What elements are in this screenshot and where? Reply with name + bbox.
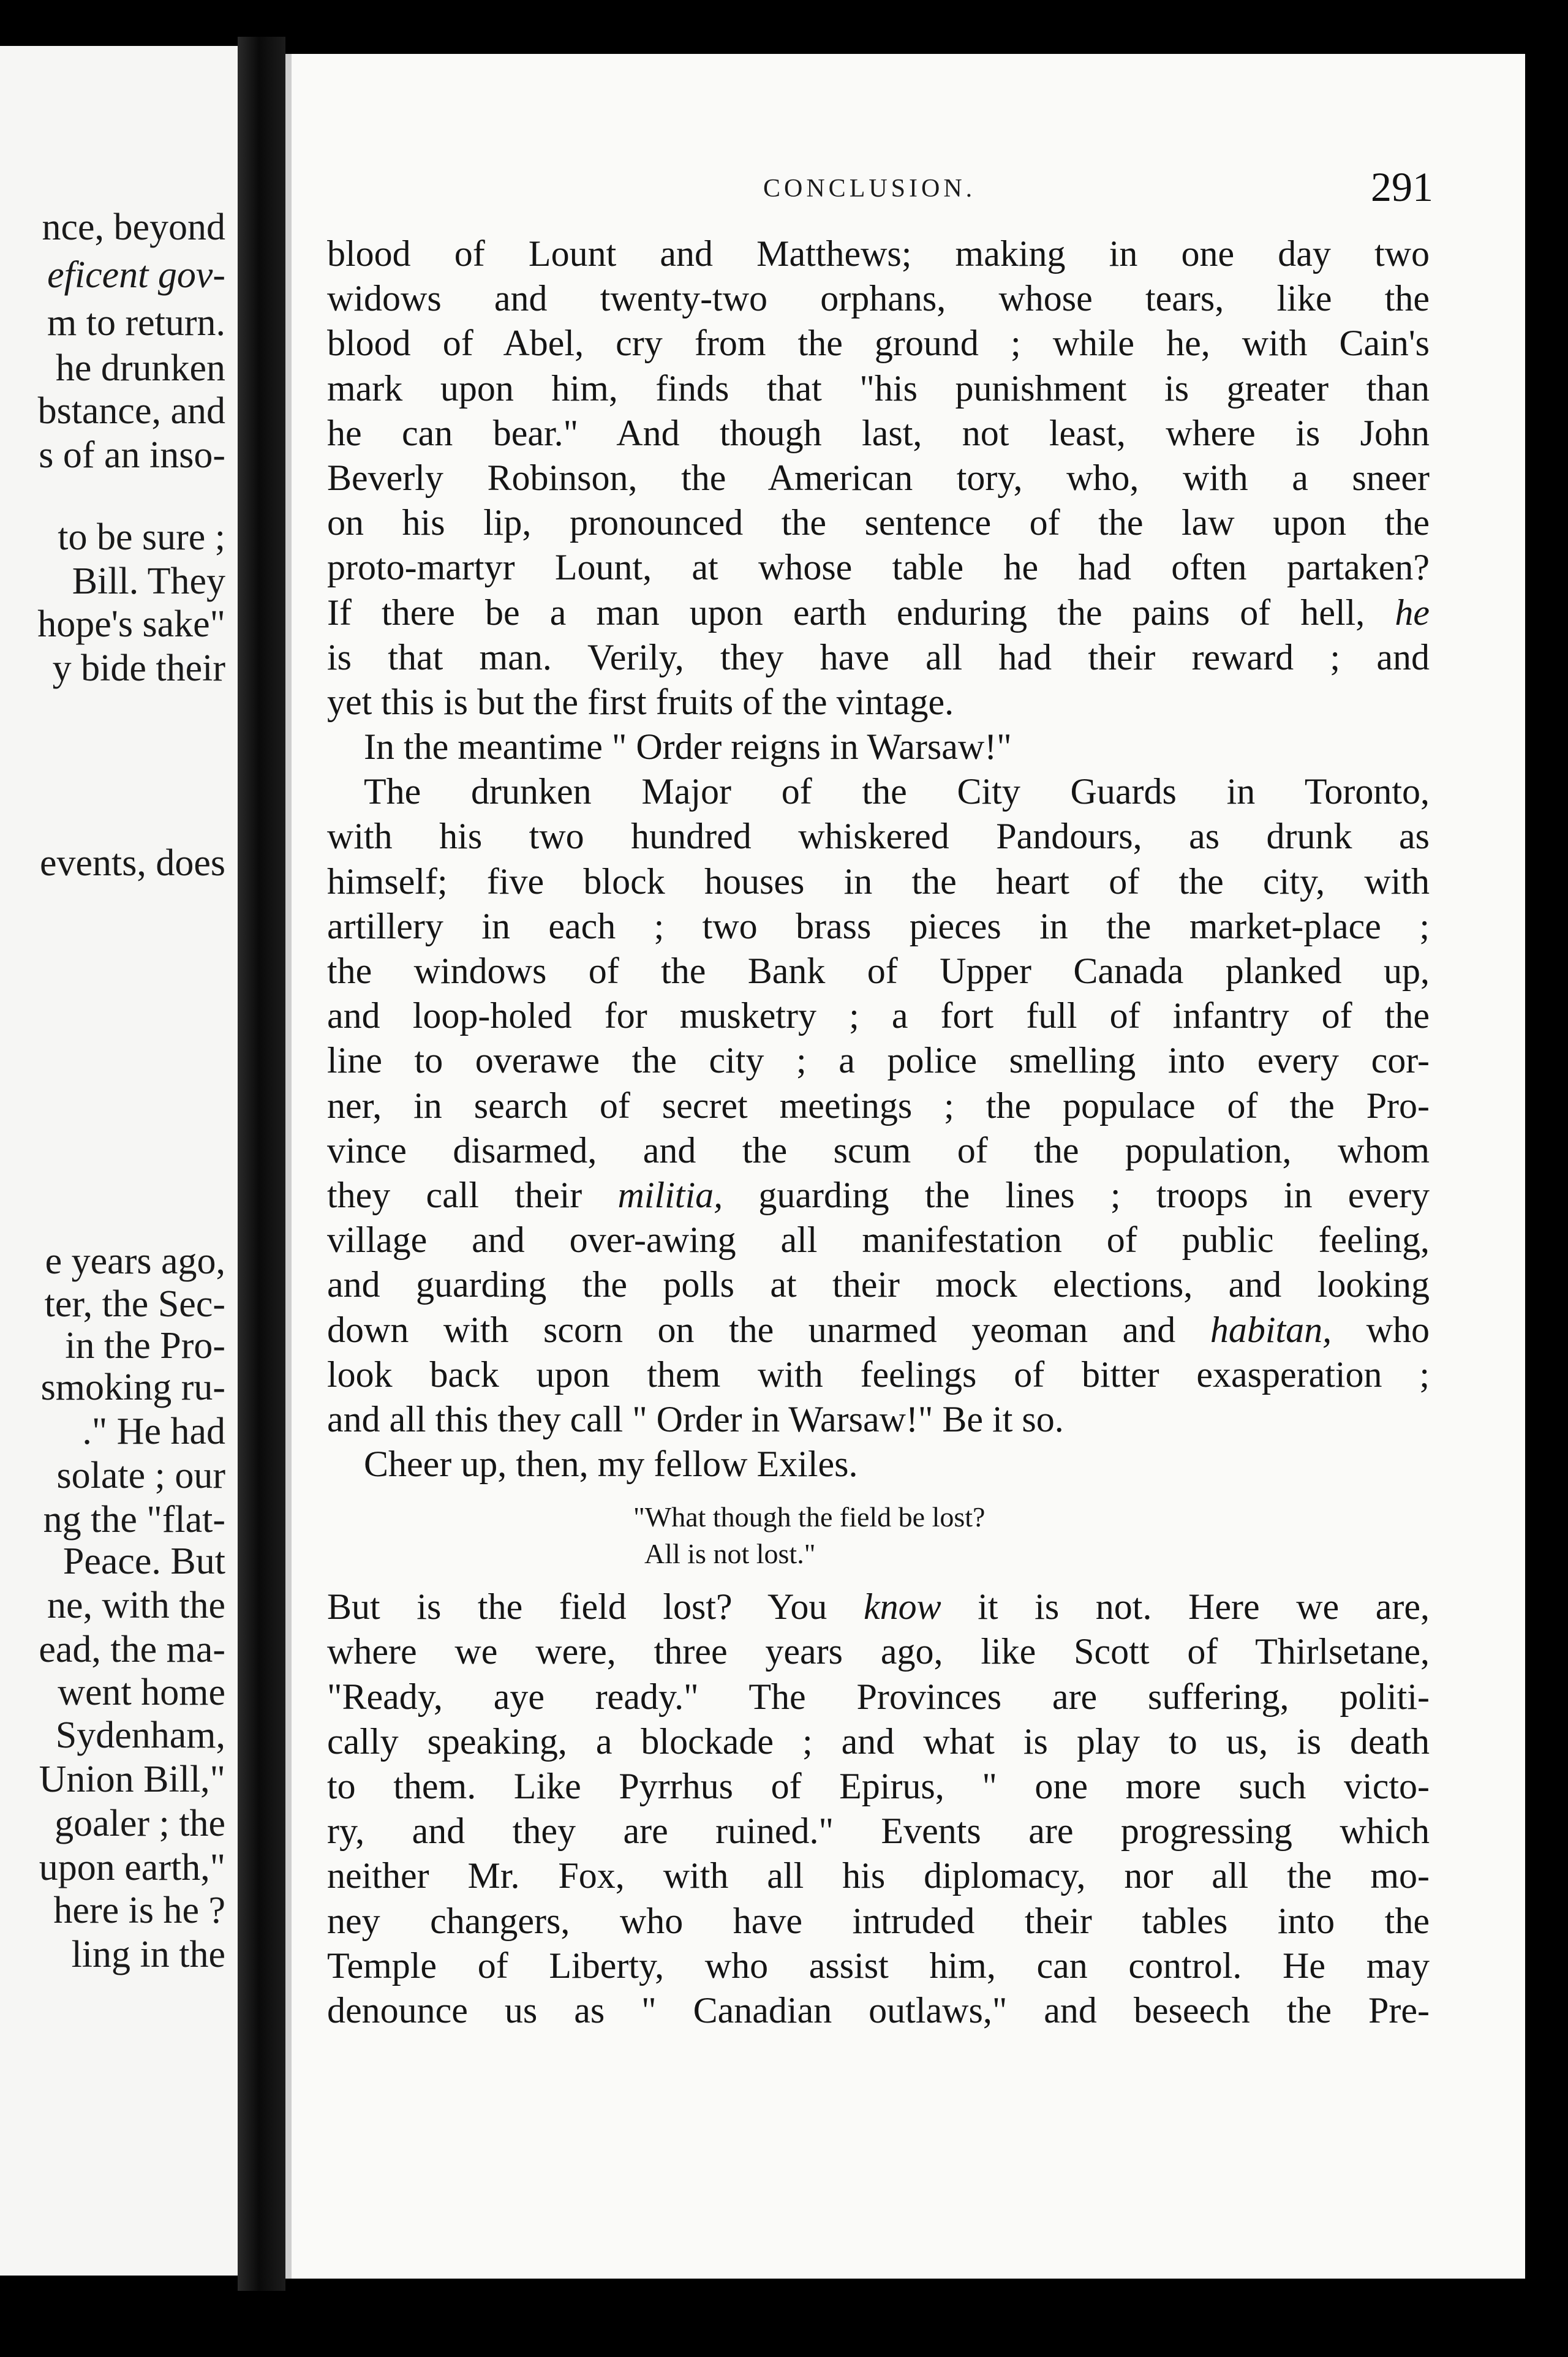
text-line: and guarding the polls at their mock elections, and looking xyxy=(327,1264,1430,1305)
quotation-line: "What though the field be lost? xyxy=(633,1501,986,1533)
text-fragment: it is not. Here we are, xyxy=(978,1586,1430,1627)
text-line: Cheer up, then, my fellow Exiles. xyxy=(364,1444,858,1485)
text-line: blood of Abel, cry from the ground ; while he, with Cain's xyxy=(327,323,1430,364)
text-line-with-italic xyxy=(327,1173,1430,1218)
left-page-line: ." He had xyxy=(82,1411,225,1452)
text-line: yet this is but the first fruits of the vintage. xyxy=(327,681,954,722)
text-line: ner, in search of secret meetings ; the populace of the Pro- xyxy=(327,1085,1430,1126)
text-line: ry, and they are ruined." Events are progressing which xyxy=(327,1811,1430,1852)
text-line: village and over-awing all manifestation of public feeling, xyxy=(327,1220,1430,1261)
text-line: with his two hundred whiskered Pandours, as drunk as xyxy=(327,816,1430,857)
text-line: In the meantime " Order reigns in Warsaw!" xyxy=(364,726,1012,767)
left-page-line: here is he ? xyxy=(53,1890,225,1931)
left-page-line: he drunken xyxy=(55,347,225,389)
text-line: proto-martyr Lount, at whose table he had often partaken? xyxy=(327,547,1430,588)
text-line: and loop-holed for musketry ; a fort full of infantry of the xyxy=(327,995,1430,1036)
left-page-line: went home xyxy=(58,1672,225,1713)
left-page-line: s of an inso- xyxy=(39,434,225,476)
text-line: Temple of Liberty, who assist him, can control. He may xyxy=(327,1945,1430,1986)
left-page-line: Union Bill," xyxy=(39,1759,225,1800)
left-page-line: bstance, and xyxy=(37,390,225,432)
italic-word: know xyxy=(863,1586,941,1627)
left-page-line: solate ; our xyxy=(56,1455,225,1496)
text-line: where we were, three years ago, like Scott of Thirlsetane, xyxy=(327,1631,1430,1672)
text-fragment: But is the field lost? You xyxy=(327,1586,827,1627)
left-page-line: events, does xyxy=(39,842,225,884)
italic-word: militia, xyxy=(617,1174,723,1215)
left-page-line: nce, beyond xyxy=(42,206,225,248)
left-page-line: goaler ; the xyxy=(55,1803,225,1844)
right-page xyxy=(285,54,1525,2279)
text-fragment: down with scorn on the unarmed yeoman and xyxy=(327,1309,1176,1350)
left-page-line: upon earth," xyxy=(39,1847,225,1888)
left-page-line: ter, the Sec- xyxy=(44,1283,225,1325)
text-line-with-italic xyxy=(327,590,1430,635)
text-line: to them. Like Pyrrhus of Epirus, " one more such victo- xyxy=(327,1766,1430,1806)
text-line: and all this they call " Order in Warsaw!" Be it so. xyxy=(327,1398,1064,1439)
text-line: vince disarmed, and the scum of the population, whom xyxy=(327,1129,1430,1171)
left-page-line: ling in the xyxy=(71,1934,225,1975)
text-line: blood of Lount and Matthews; making in one day two xyxy=(327,233,1430,274)
text-line: mark upon him, finds that "his punishment is greater than xyxy=(327,368,1430,409)
text-line: Beverly Robinson, the American tory, who, with a sneer xyxy=(327,457,1430,498)
text-fragment: If there be a man upon earth enduring the pains of hell, xyxy=(327,592,1365,633)
text-line-with-italic xyxy=(327,1585,1430,1629)
text-line: The drunken Major of the City Guards in Toronto, xyxy=(364,771,1430,812)
left-page-line: Sydenham, xyxy=(55,1714,225,1756)
left-page-line: ead, the ma- xyxy=(39,1629,225,1670)
text-line: "Ready, aye ready." The Provinces are suffering, politi- xyxy=(327,1676,1430,1717)
text-line: neither Mr. Fox, with all his diplomacy, nor all the mo- xyxy=(327,1855,1430,1896)
left-page-line: y bide their xyxy=(52,647,225,689)
text-line: he can bear." And though last, not least, where is John xyxy=(327,412,1430,453)
text-line: cally speaking, a blockade ; and what is play to us, is death xyxy=(327,1721,1430,1762)
text-fragment: who xyxy=(1366,1309,1430,1350)
page-body-text xyxy=(327,232,1430,2033)
text-line: look back upon them with feelings of bitter exasperation ; xyxy=(327,1354,1430,1395)
left-page-line: m to return. xyxy=(47,302,225,344)
text-line: widows and twenty-two orphans, whose tears, like the xyxy=(327,278,1430,319)
left-page-line: hope's sake" xyxy=(37,603,225,645)
left-page-line: smoking ru- xyxy=(40,1367,225,1408)
italic-word: he xyxy=(1395,592,1430,633)
text-fragment: they call their xyxy=(327,1174,582,1215)
text-line: on his lip, pronounced the sentence of the law upon the xyxy=(327,502,1430,543)
text-fragment: guarding the lines ; troops in every xyxy=(758,1174,1430,1215)
left-page-line: ne, with the xyxy=(47,1585,225,1626)
text-line: is that man. Verily, they have all had their reward ; and xyxy=(327,636,1430,677)
text-line: himself; five block houses in the heart of the city, with xyxy=(327,861,1430,902)
page-number: 291 xyxy=(1371,164,1433,210)
book-gutter xyxy=(238,37,285,2291)
text-line: line to overawe the city ; a police smelling into every cor- xyxy=(327,1040,1430,1081)
left-page-line: eficent gov- xyxy=(47,254,225,296)
text-line-with-italic xyxy=(327,1308,1430,1352)
quotation-line: All is not lost." xyxy=(644,1538,816,1570)
left-page-line: e years ago, xyxy=(45,1240,225,1282)
text-line: artillery in each ; two brass pieces in the market-place ; xyxy=(327,905,1430,946)
left-page-line: ng the "flat- xyxy=(43,1499,225,1541)
running-head: CONCLUSION. xyxy=(763,175,976,203)
left-page-line: Peace. But xyxy=(62,1541,225,1582)
left-page-line: in the Pro- xyxy=(65,1325,225,1367)
italic-word: habitan, xyxy=(1210,1309,1332,1350)
left-facing-page xyxy=(0,46,238,2276)
text-line: ney changers, who have intruded their tables into the xyxy=(327,1900,1430,1941)
text-line: denounce us as " Canadian outlaws," and beseech the Pre- xyxy=(327,1989,1430,2031)
text-line: the windows of the Bank of Upper Canada planked up, xyxy=(327,951,1430,991)
left-page-line: Bill. They xyxy=(72,560,225,602)
left-page-line: to be sure ; xyxy=(58,516,225,558)
